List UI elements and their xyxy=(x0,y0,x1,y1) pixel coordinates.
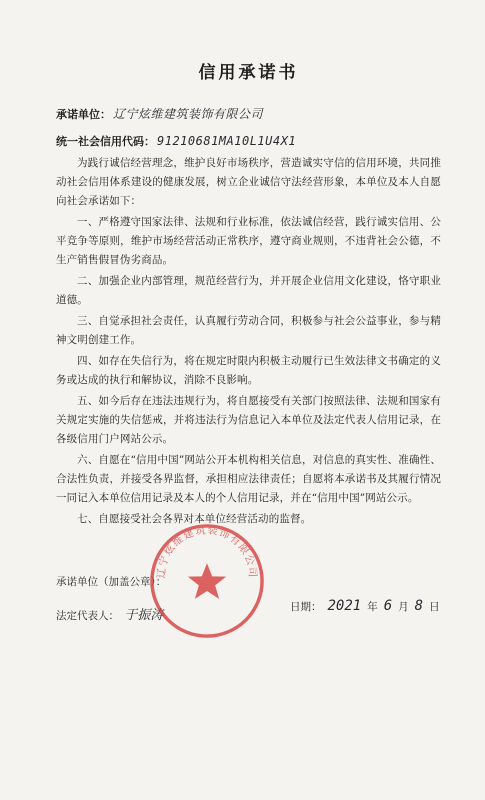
rep-signature: 于振涛 xyxy=(124,608,164,623)
date-label: 日期： xyxy=(290,601,322,613)
date-month-unit: 月 xyxy=(398,601,409,613)
paragraph-1: 一、严格遵守国家法律、法规和行业标准，依法诚信经营，践行诚实信用、公平竞争等原则，维护市场经营活动正常秩序，遵守商业规则，不违背社会公德，不生产销售假冒伪劣商品。 xyxy=(56,216,441,266)
seal-text: 辽宁炫维建筑装饰有限公司 xyxy=(155,524,259,579)
rep-label: 法定代表人： xyxy=(56,610,119,622)
date-line xyxy=(290,598,440,614)
date-year: 2021 xyxy=(327,598,362,614)
company-seal-icon xyxy=(148,522,266,640)
paragraph-5: 五、如今后存在违法违规行为，将自愿接受有关部门按照法律、法规和国家有关规定实施的失信惩戒，并将违法行为信息记入本单位及法定代表人信用记录，在各级信用门户网站公示。 xyxy=(56,395,441,445)
paragraph-intro: 为践行诚信经营理念，维护良好市场秩序，营造诚实守信的信用环境，共同推动社会信用体系建设的健康发展，树立企业诚信守法经营形象，本单位及本人自愿向社会承诺如下： xyxy=(56,157,441,207)
credit-code-label: 统一社会信用代码： xyxy=(56,135,155,148)
unit-seal-label: 承诺单位（加盖公章）： xyxy=(56,576,167,588)
paragraph-6: 六、自愿在“信用中国”网站公开本机构相关信息，对信息的真实性、准确性、合法性负责，并接受各界监督，承担相应法律责任；自愿将本承诺书及其履行情况一同记入本单位信用记录及本人的个人信用记录，并在“信用中国”网站公示。 xyxy=(56,454,441,504)
seal-star-icon xyxy=(188,563,226,599)
paragraph-3: 三、自觉承担社会责任，认真履行劳动合同，积极参与社会公益事业，参与精神文明创建工作。 xyxy=(56,315,441,346)
date-day: 8 xyxy=(414,598,424,614)
date-day-unit: 日 xyxy=(429,601,440,613)
unit-field xyxy=(56,107,441,122)
date-month: 6 xyxy=(383,598,393,614)
unit-label: 承诺单位： xyxy=(56,108,111,121)
paragraph-4: 四、如存在失信行为，将在规定时限内积极主动履行已生效法律文书确定的义务或达成的执行和解协议，消除不良影响。 xyxy=(56,355,441,386)
paragraph-7: 七、自愿接受社会各界对本单位经营活动的监督。 xyxy=(77,513,312,525)
credit-code-field xyxy=(56,134,441,149)
date-year-unit: 年 xyxy=(367,601,378,613)
commitment-body xyxy=(56,154,441,529)
paragraph-2: 二、加强企业内部管理，规范经营行为，并开展企业信用文化建设，恪守职业道德。 xyxy=(56,275,441,306)
unit-name: 辽宁炫维建筑装饰有限公司 xyxy=(113,107,264,121)
credit-code-value: 91210681MA10L1U4X1 xyxy=(157,134,297,148)
document-title: 信用承诺书 xyxy=(198,63,299,83)
